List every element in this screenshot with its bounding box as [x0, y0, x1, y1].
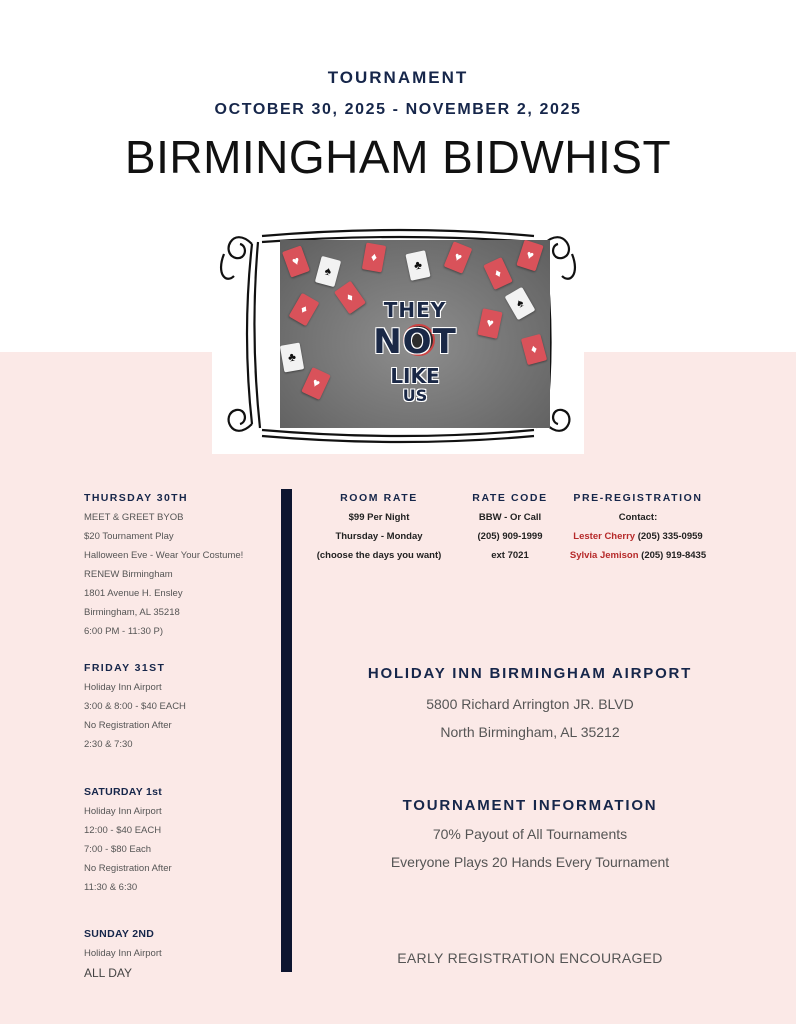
tournament-dates: OCTOBER 30, 2025 - NOVEMBER 2, 2025 — [214, 101, 582, 118]
room-rate-section — [306, 492, 452, 565]
rate-code-ext: ext 7021 — [491, 550, 529, 561]
logo-word-not: NOT — [373, 322, 457, 362]
contact-1 — [556, 527, 720, 546]
contact-2-phone: (205) 919-8435 — [641, 550, 707, 561]
card-icon: ♥ — [444, 241, 473, 274]
schedule-line: Birmingham, AL 35218 — [84, 607, 180, 618]
card-icon: ♠ — [315, 256, 341, 287]
schedule-line: 1801 Avenue H. Ensley — [84, 588, 183, 599]
schedule-line: Holiday Inn Airport — [84, 682, 162, 693]
room-rate-line: (choose the days you want) — [316, 550, 442, 561]
tournament-label: TOURNAMENT — [327, 68, 469, 87]
card-icon: ♦ — [289, 293, 320, 326]
card-icon: ♣ — [280, 342, 304, 372]
tournament-info-heading: TOURNAMENT INFORMATION — [402, 797, 658, 814]
logo-word-like: LIKE — [390, 364, 440, 388]
card-icon: ♠ — [505, 287, 536, 320]
logo-word-they: THEY — [383, 298, 447, 322]
contact-2-name: Sylvia Jemison — [569, 550, 639, 561]
card-icon: ♥ — [282, 245, 310, 277]
schedule-line: 12:00 - $40 EACH — [84, 825, 162, 836]
pre-registration-section — [556, 492, 720, 565]
schedule-sunday — [84, 928, 274, 983]
logo-word-us: US — [402, 386, 428, 405]
day-title: FRIDAY 31ST — [84, 662, 166, 674]
column-divider — [281, 489, 292, 972]
rate-code-phone: (205) 909-1999 — [477, 531, 543, 542]
day-title: SATURDAY 1st — [84, 786, 163, 798]
hotel-address-2: North Birmingham, AL 35212 — [440, 724, 620, 740]
contact-1-phone: (205) 335-0959 — [637, 531, 703, 542]
schedule-saturday — [84, 786, 274, 897]
room-rate-line: Thursday - Monday — [335, 531, 423, 542]
page-title: BIRMINGHAM BIDWHIST — [124, 131, 672, 183]
contact-1-name: Lester Cherry — [573, 531, 636, 542]
day-title: SUNDAY 2ND — [84, 928, 155, 940]
logo-frame — [212, 214, 584, 454]
schedule-line: Holiday Inn Airport — [84, 806, 162, 817]
card-icon: ♦ — [483, 257, 513, 290]
hotel-section — [300, 665, 760, 746]
early-registration-note: EARLY REGISTRATION ENCOURAGED — [397, 950, 663, 966]
card-icon: ♦ — [362, 242, 386, 272]
card-icon: ♥ — [477, 308, 502, 339]
card-icon: ♦ — [334, 281, 366, 315]
card-icon: ♥ — [516, 240, 543, 271]
schedule-thursday — [84, 492, 274, 641]
tournament-info-line: Everyone Plays 20 Hands Every Tournament — [390, 854, 670, 870]
schedule-friday — [84, 662, 274, 754]
room-rate-line: $99 Per Night — [348, 512, 410, 523]
card-icon: ♦ — [521, 334, 547, 365]
schedule-line: 6:00 PM - 11:30 P) — [84, 626, 164, 637]
schedule-line: No Registration After — [84, 720, 172, 731]
card-icon: ♥ — [301, 367, 331, 400]
schedule-line: Halloween Eve - Wear Your Costume! — [84, 550, 244, 561]
hotel-name: HOLIDAY INN BIRMINGHAM AIRPORT — [367, 665, 693, 682]
schedule-line: ALL DAY — [84, 966, 133, 980]
pre-registration-heading: PRE-REGISTRATION — [573, 492, 703, 504]
rate-code-section — [462, 492, 558, 565]
day-title: THURSDAY 30TH — [84, 492, 188, 504]
schedule-line: Holiday Inn Airport — [84, 948, 162, 959]
hotel-address-1: 5800 Richard Arrington JR. BLVD — [426, 696, 634, 712]
card-icon: ♣ — [405, 250, 430, 281]
schedule-line: 7:00 - $80 Each — [84, 844, 152, 855]
schedule-line: RENEW Birmingham — [84, 569, 173, 580]
schedule-line: 11:30 & 6:30 — [84, 882, 138, 893]
schedule-line: 2:30 & 7:30 — [84, 739, 133, 750]
room-rate-heading: ROOM RATE — [340, 492, 418, 504]
contact-2 — [556, 546, 720, 565]
schedule-line: $20 Tournament Play — [84, 531, 174, 542]
schedule-line: MEET & GREET BYOB — [84, 512, 184, 523]
rate-code-line: BBW - Or Call — [478, 512, 542, 523]
tournament-logo-image — [280, 240, 550, 428]
schedule-line: No Registration After — [84, 863, 172, 874]
tournament-info-section — [300, 797, 760, 876]
contact-label: Contact: — [618, 512, 658, 523]
schedule-line: 3:00 & 8:00 - $40 EACH — [84, 701, 186, 712]
tournament-info-line: 70% Payout of All Tournaments — [432, 826, 628, 842]
rate-code-heading: RATE CODE — [472, 492, 548, 504]
